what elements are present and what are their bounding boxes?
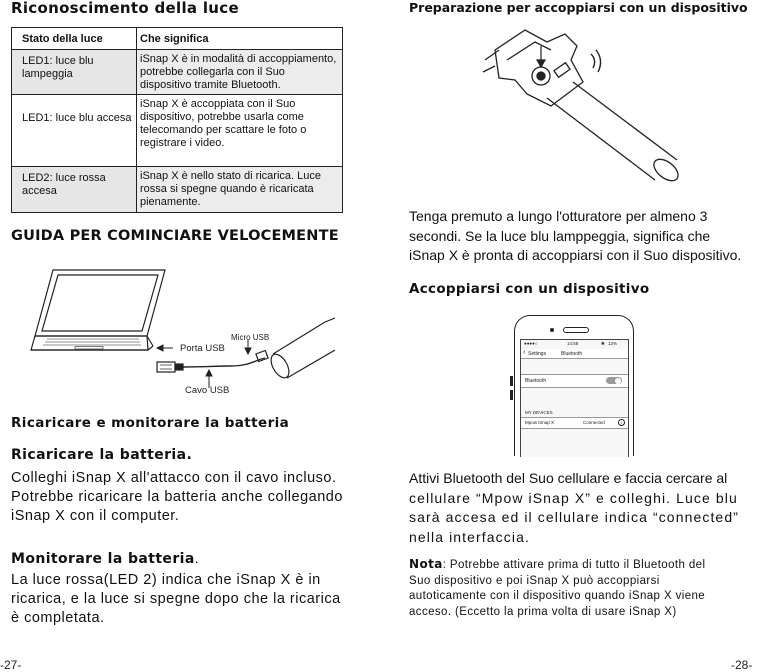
bluetooth-row-label: Bluetooth: [525, 378, 547, 384]
bluetooth-toggle[interactable]: [606, 377, 622, 384]
charge-subheading: Ricaricare la batteria.: [11, 447, 193, 463]
note-paragraph: [409, 557, 754, 620]
bluetooth-status-icon: ✱: [601, 341, 605, 346]
table-row: [12, 50, 343, 95]
table-header-meaning: Che significa: [137, 28, 343, 50]
micro-usb-label: Micro USB: [231, 333, 270, 342]
table-cell-meaning: iSnap X è nello stato di ricarica. Luce rossa si spegne quando è ricaricata pienamente.: [137, 167, 343, 213]
phone-nav-bar: [521, 349, 628, 359]
laptop-charging-diagram: [25, 262, 335, 398]
text-line: nella interfaccia.: [409, 528, 530, 545]
table-cell-state: LED1: luce blu accesa: [12, 95, 137, 167]
phone-time: 14:58: [567, 341, 579, 346]
toggle-knob: [615, 378, 621, 384]
battery-heading: Ricaricare e monitorare la batteria: [11, 415, 290, 431]
text-line: ricarica, e la luce si spegne dopo che la ricarica: [11, 591, 341, 607]
text-line: La luce rossa(LED 2) indica che iSnap X è in: [11, 572, 321, 588]
page-number-right: -28-: [731, 658, 753, 672]
pairing-prep-heading: Preparazione per accoppiarsi con un dispositivo: [409, 0, 748, 15]
usb-cable-label: Cavo USB: [185, 385, 230, 396]
table-cell-meaning: iSnap X è accoppiata con il Suo dispositivo, potrebbe usarla come telecomando per scattare le foto o registrare i video.: [137, 95, 343, 167]
micro-usb-plug-icon: [256, 351, 268, 362]
table-row: [12, 167, 343, 213]
text-line: Tenga premuto a lungo l'otturatore per almeno 3: [409, 208, 708, 224]
phone-screen: [520, 339, 629, 457]
device-row[interactable]: [521, 417, 628, 429]
monitor-paragraph: [11, 571, 356, 628]
phone-screen-title: Bluetooth: [561, 351, 583, 357]
table-header-state: Stato della luce: [12, 28, 137, 50]
usb-port-label: Porta USB: [180, 343, 225, 354]
phone-status-bar: [521, 340, 628, 348]
monitor-subheading-period: .: [194, 550, 199, 566]
text-line: acceso. (Eccetto la prima volta di usare iSnap X): [409, 605, 677, 618]
table-cell-state: LED2: luce rossa accesa: [12, 167, 137, 213]
phone-camera-icon: [550, 328, 554, 332]
text-line: sarà accesa ed il cellulare indica “connected”: [409, 509, 739, 525]
text-line: Suo dispositivo e poi iSnap X può accoppiarsi: [409, 574, 660, 587]
pairing-paragraph: [409, 469, 754, 547]
press-arrow-icon: [537, 46, 545, 67]
phone-volume-button: [510, 376, 513, 386]
monitor-subheading: [11, 550, 199, 567]
pairing-heading: Accoppiarsi con un dispositivo: [409, 281, 650, 297]
info-icon[interactable]: i: [618, 419, 625, 426]
text-line: iSnap X con il computer.: [11, 508, 180, 524]
pairing-prep-paragraph: [409, 207, 754, 266]
laptop-illustration: [31, 270, 165, 350]
phone-battery: 12%: [608, 341, 618, 346]
page-number-left: -27-: [0, 658, 22, 672]
text-line: autoticamente con il dispositivo quando iSnap X viene: [409, 590, 706, 602]
phone-volume-button: [510, 390, 513, 400]
my-devices-section-label: MY DEVICES: [525, 410, 553, 415]
phone-speaker: [563, 327, 589, 333]
device-status: Connected: [583, 420, 605, 425]
table-cell-meaning: iSnap X è in modalità di accoppiamento, potrebbe collegarla con il Suo dispositivo tramite Bluetooth.: [137, 50, 343, 95]
device-name: Mpow iSnap X: [525, 420, 555, 425]
table-header-row: [12, 28, 343, 50]
text-line: Colleghi iSnap X all'attacco con il cavo incluso.: [11, 470, 337, 486]
charge-paragraph: [11, 469, 356, 526]
quick-start-heading: GUIDA PER COMINCIARE VELOCEMENTE: [11, 228, 339, 244]
usb-plug-icon: [157, 362, 183, 372]
phone-back-label[interactable]: Settings: [528, 351, 547, 357]
led-status-table: [11, 27, 343, 213]
note-label: Nota: [409, 557, 443, 571]
text-line: Potrebbe ricaricare la batteria anche collegando: [11, 489, 343, 505]
led-recognition-heading: Riconoscimento della luce: [11, 0, 239, 17]
selfie-stick-shutter-illustration: [455, 20, 685, 200]
monitor-subheading-label: Monitorare la batteria: [11, 551, 195, 567]
usb-cable: [183, 358, 265, 367]
chevron-left-icon[interactable]: ‹: [523, 349, 526, 356]
text-line: cellulare “Mpow iSnap X” e colleghi. Luce blu: [409, 489, 738, 506]
selfie-stick-illustration: [267, 318, 335, 381]
table-row: [12, 95, 343, 167]
note-text: : Potrebbe attivare prima di tutto il Bluetooth del: [442, 559, 706, 571]
text-line: Attivi Bluetooth del Suo cellulare e faccia cercare al: [409, 470, 728, 486]
table-cell-state: LED1: luce blu lampeggia: [12, 50, 137, 95]
signal-waves-icon: [591, 50, 601, 72]
phone-illustration: [514, 315, 634, 456]
text-line: iSnap X è pronta di accoppiarsi con il Suo dispositivo.: [409, 247, 742, 263]
text-line: secondi. Se la luce blu lamppeggia, significa che: [409, 227, 711, 244]
signal-icon: ●●●●○: [524, 341, 538, 346]
text-line: [409, 557, 754, 574]
bluetooth-row: [521, 374, 628, 388]
text-line: è completata.: [11, 610, 105, 626]
